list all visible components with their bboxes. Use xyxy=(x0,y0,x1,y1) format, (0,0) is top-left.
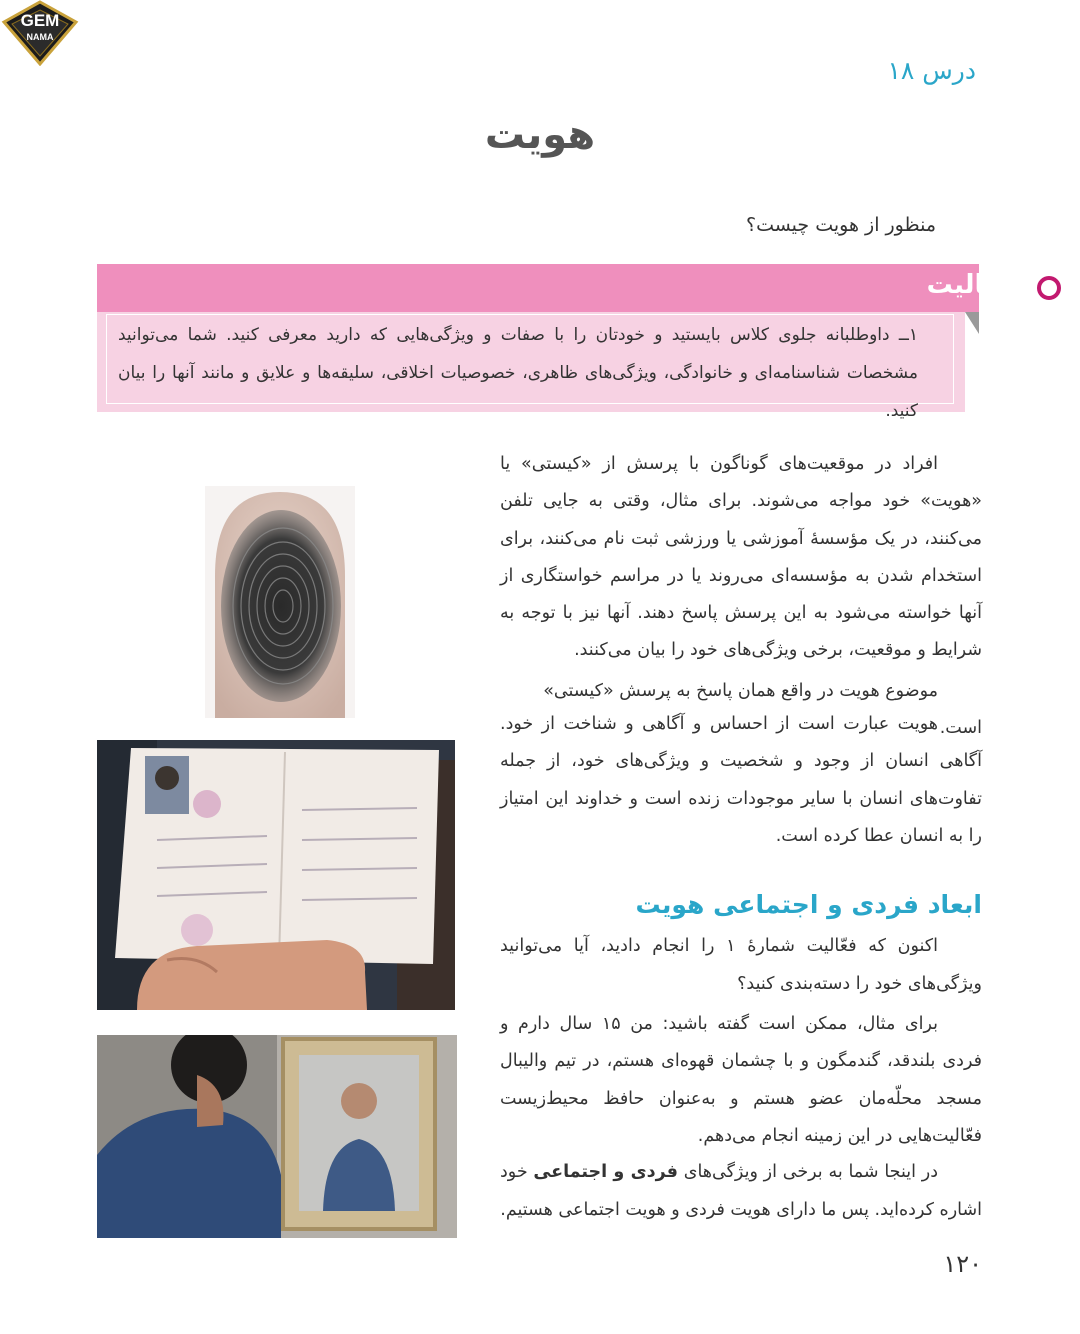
paragraph-identity-situations: افراد در موقعیت‌های گوناگون با پرسش از «کیستی» یا «هویت» خود مواجه می‌شوند. برای مثال، وقتی به جایی تلفن می‌کنند، در یک مؤسسهٔ آموزشی یا ورزشی ثبت نام می‌کنند، برای استخدام شدن به مؤسسه‌ای می‌روند یا در مراسم خواستگاری از آنها خواسته می‌شود به این پرسش پاسخ دهند. آنها نیز با توجه به شرایط و موقعیت، برخی ویژگی‌های خود را بیان می‌کنند. xyxy=(500,454,982,661)
id-card-photo xyxy=(97,740,455,1010)
circle-bullet-icon xyxy=(1037,276,1061,300)
lesson-label: درس ۱۸ xyxy=(887,56,976,85)
page-title: هویت xyxy=(484,112,596,158)
logo-text-gem: GEM xyxy=(20,11,60,30)
activity-fold-corner xyxy=(965,312,979,334)
activity-text: ۱ــ داوطلبانه جلوی کلاس بایستید و خودتان را با صفات و ویژگی‌هایی که دارید معرفی کنید. شما می‌توانید مشخصات شناسنامه‌ای و خانوادگی، ویژگی‌های ظاهری، خصوصیات اخلاقی، سلیقه‌ها و علایق و مانند آنها را بیان کنید. xyxy=(118,325,918,421)
paragraph-identity-topic: موضوع هویت در واقع همان پاسخ به پرسش «کیستی» است. xyxy=(543,681,982,738)
paragraph-example: برای مثال، ممکن است گفته باشید: من ۱۵ سال دارم و فردی بلندقد، گندمگون و با چشمان قهوه‌ای هستم، در تیم والیبال مسجد محلّه‌مان عضو هستم و به‌عنوان حافظ محیط‌زیست فعّالیت‌هایی در این زمینه انجام می‌دهم. xyxy=(500,1014,982,1146)
gem-nama-logo xyxy=(0,0,80,66)
fingerprint-image xyxy=(205,486,355,718)
paragraph-identity-definition: هویت عبارت است از احساس و آگاهی و شناخت از خود. آگاهی انسان از وجود و شخصیت و ویژگی‌های خود، از جمله تفاوت‌های انسان با سایر موجودات زنده است و خداوند این امتیاز را به انسان عطا کرده است. xyxy=(500,714,982,846)
conclusion-text-start: در اینجا شما به برخی از ویژگی‌های xyxy=(677,1162,938,1182)
activity-header-bar xyxy=(97,264,979,312)
activity-title: فعّالیت xyxy=(926,270,1016,300)
paragraph-conclusion xyxy=(500,1154,982,1229)
logo-text-nama: NAMA xyxy=(26,32,54,42)
conclusion-bold-text: فردی و اجتماعی xyxy=(533,1162,678,1182)
page-number: ۱۲۰ xyxy=(943,1250,982,1278)
paragraph-activity-followup: اکنون که فعّالیت شمارهٔ ۱ را انجام دادید، آیا می‌توانید ویژگی‌های خود را دسته‌بندی کنید؟ xyxy=(500,936,982,994)
intro-question: منظور از هویت چیست؟ xyxy=(745,214,936,236)
conclusion-text-end: خود اشاره کرده‌اید. پس ما دارای هویت فردی و هویت اجتماعی هستیم. xyxy=(500,1162,982,1220)
mirror-reflection-photo xyxy=(97,1035,457,1238)
section-heading: ابعاد فردی و اجتماعی هویت xyxy=(635,890,982,919)
